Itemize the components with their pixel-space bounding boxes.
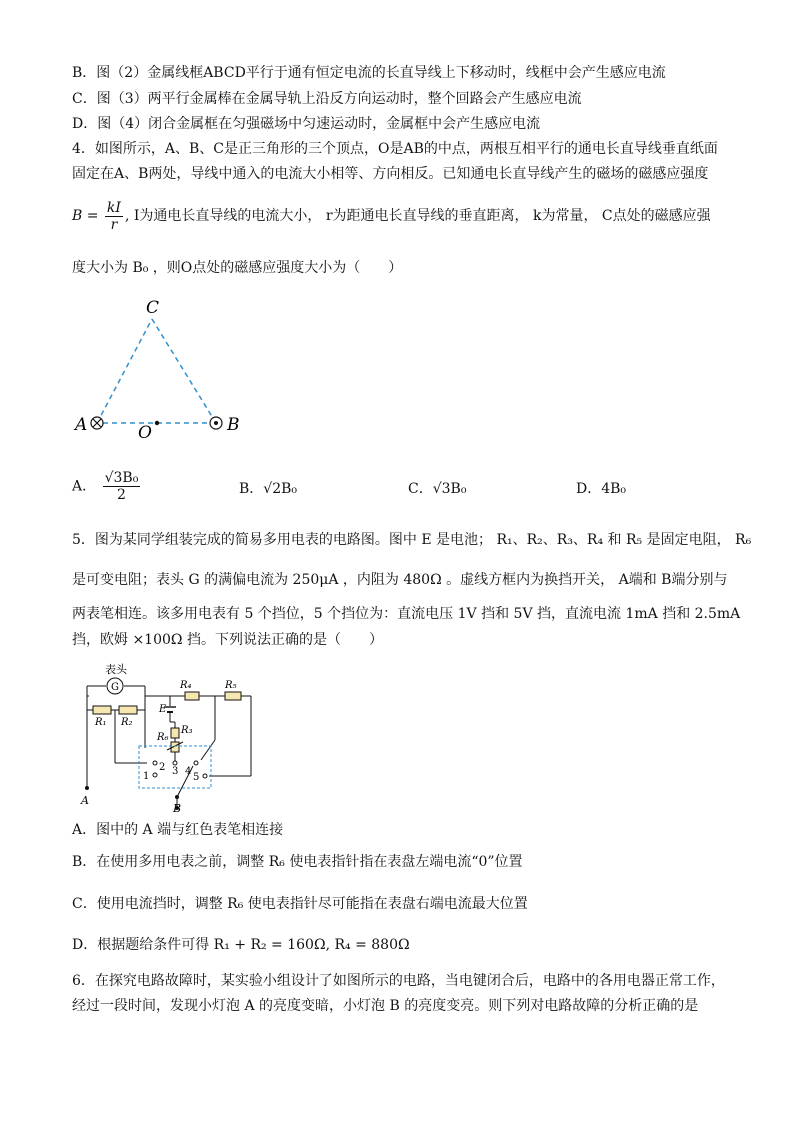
q5-stem-line2: 是可变电阻；表头 G 的满偏电流为 250μA ，内阻为 480Ω 。虚线方框内为换挡开关， A端和 B端分别与 [72,572,728,588]
q5-stem-line1: 5．图为某同学组装完成的简易多用电表的电路图。图中 E 是电池； R₁、R₂、R₃、R₄ 和 R₅ 是固定电阻， R₆ [72,532,752,548]
q4-option-a [72,470,142,503]
terminal-a [85,786,89,790]
q4-formula-fraction [105,200,123,233]
label-r3: R₃ [181,725,193,736]
q5-option-a: A．图中的 A 端与红色表笔相连接 [72,822,284,838]
label-pos2: 2 [159,762,166,773]
meter-label: 表头 [105,663,127,676]
label-pos5: 5 [193,772,200,783]
q4-option-c: C．√3B₀ [408,481,467,497]
resistor-r1 [93,706,111,714]
midpoint-o [155,421,159,425]
label-r6: R₆ [157,732,169,743]
label-b-terminal: B [173,802,182,813]
label-r5: R₅ [225,680,237,691]
side-ac [97,319,152,423]
q5-stem-line3: 两表笔相连。该多用电表有 5 个挡位，5 个挡位为：直流电压 1V 挡和 5V 挡，直流电流 1mA 挡和 2.5mA [72,606,741,622]
q4-formula-numerator: kI [106,199,121,216]
side-cb [152,319,216,423]
q4-option-a-denominator: 2 [116,487,126,503]
terminal-3 [173,761,177,765]
label-r4: R₄ [180,680,192,691]
q4-stem-line3-text: , I为通电长直导线的电流大小， r为距通电长直导线的垂直距离， k为常量， C点处的磁感应强 [124,208,711,224]
q4-stem-line2: 固定在A、B两处，导线中通入的电流大小相等、方向相反。已知通电长直导线产生的磁场的磁感应强度 [72,166,709,182]
q4-option-b: B．√2B₀ [239,481,298,497]
label-a: A [75,415,88,435]
q4-stem-line3 [72,198,732,234]
q6-stem-line1: 6．在探究电路故障时，某实验小组设计了如图所示的电路，当电键闭合后，电路中的各用电器正常工作， [72,973,725,989]
label-pos1: 1 [143,771,150,782]
terminal-1 [153,773,157,777]
triangle-figure [70,295,250,445]
label-o: O [138,423,152,443]
terminal-2 [153,761,157,765]
resistor-r3 [171,728,179,738]
q3-option-d: D．图（4）闭合金属框在匀强磁场中匀速运动时，金属框中会产生感应电流 [72,116,541,132]
q4-option-a-prefix: A． [72,478,97,495]
meter-symbol: G [111,682,119,693]
q5-option-d: D．根据题给条件可得 R₁ + R₂ = 160Ω, R₄ = 880Ω [72,937,410,953]
q4-formula-lhs: B = [72,208,99,224]
label-c: C [146,298,160,318]
q4-stem-line1: 4．如图所示，A、B、C是正三角形的三个顶点，O是AB的中点，两根互相平行的通电长直导线垂直纸面 [72,141,718,157]
label-r1: R₁ [95,717,107,728]
q3-option-c: C．图（3）两平行金属棒在金属导轨上沿反方向运动时，整个回路会产生感应电流 [72,91,582,107]
q3-option-b: B．图（2）金属线框ABCD平行于通有恒定电流的长直导线上下移动时，线框中会产生感应电流 [72,65,666,81]
resistor-r4 [185,692,199,700]
q4-stem-line4: 度大小为 B₀ ，则O点处的磁感应强度大小为（ ） [72,260,403,276]
terminal-5 [203,774,207,778]
label-b: B [227,415,240,435]
multimeter-circuit [75,658,265,813]
q5-option-b: B．在使用多用电表之前，调整 R₆ 使电表指针指在表盘左端电流“0”位置 [72,854,523,870]
terminal-4 [194,761,198,765]
q6-stem-line2: 经过一段时间，发现小灯泡 A 的亮度变暗，小灯泡 B 的亮度变亮。则下列对电路故障的分析正确的是 [72,998,699,1014]
label-pos3: 3 [172,766,179,777]
q4-option-d: D．4B₀ [576,481,627,497]
q4-formula-denominator: r [110,216,118,233]
q4-option-a-fraction [103,470,141,503]
label-pos4: 4 [185,766,192,777]
q4-option-a-numerator: √3B₀ [104,470,139,486]
label-a-terminal: A [81,794,89,807]
switch-pivot [175,795,179,799]
label-r2: R₂ [121,717,133,728]
resistor-r2 [119,706,137,714]
q5-stem-line4: 挡，欧姆 ×100Ω 挡。下列说法正确的是（ ） [72,632,383,648]
label-e: E [159,704,167,715]
q5-option-c: C．使用电流挡时，调整 R₆ 使电表指针尽可能指在表盘右端电流最大位置 [72,896,528,912]
resistor-r5 [225,692,241,700]
